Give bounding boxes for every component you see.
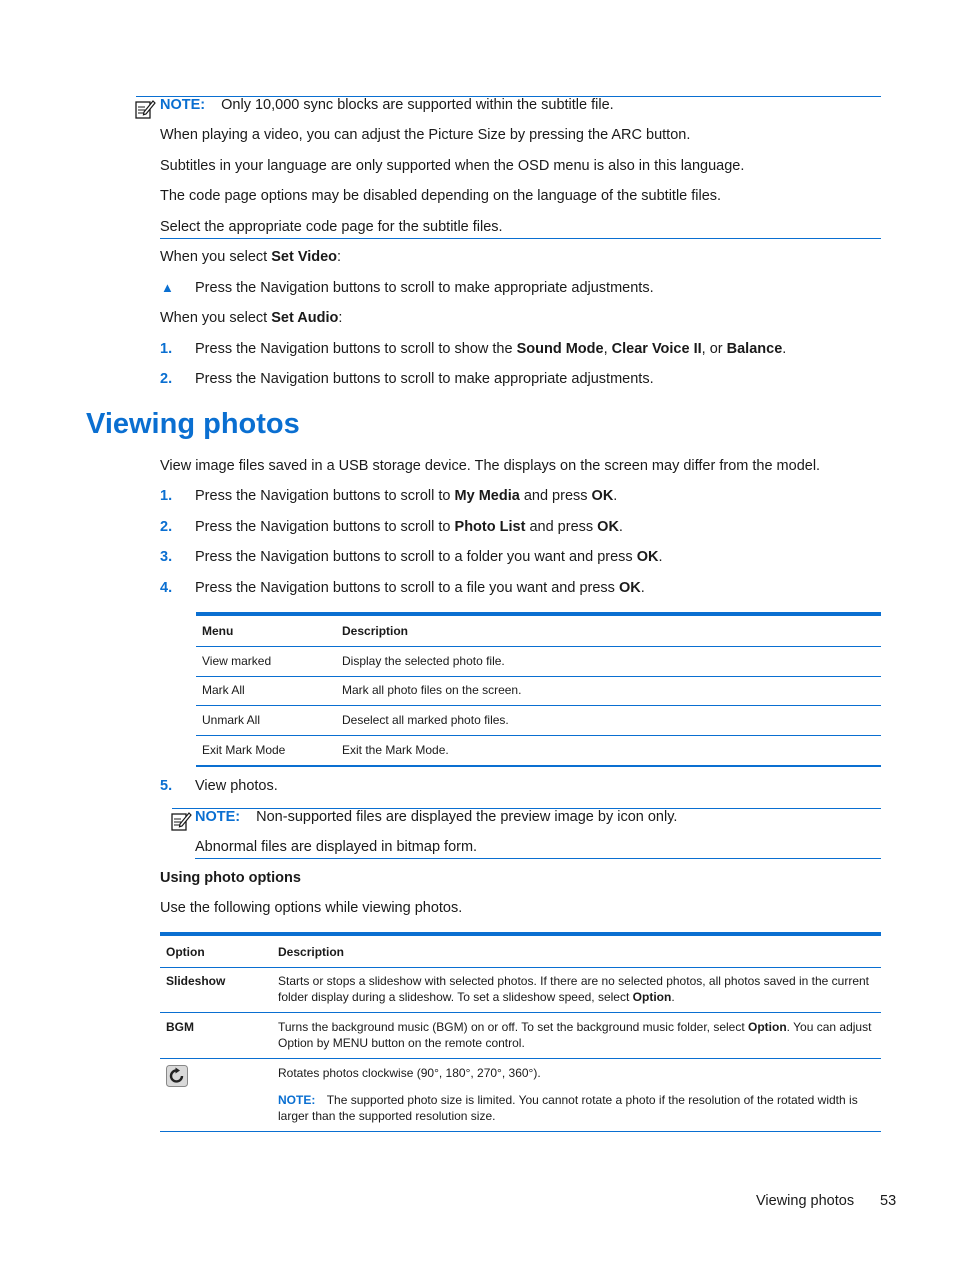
- bgm-desc-1-pre: Turns the background music (BGM) on or off. To set the background music folder, select: [278, 1020, 749, 1034]
- subheading: Using photo options: [160, 870, 301, 886]
- page-number: 53: [880, 1193, 897, 1209]
- menu-table-bottom-rule: [196, 765, 881, 767]
- slideshow-desc-2-end: .: [671, 990, 675, 1004]
- table-row-cell: Unmark All: [202, 713, 261, 727]
- sound-mode-term: Sound Mode: [516, 341, 604, 357]
- table-row-cell: Deselect all marked photo files.: [342, 713, 509, 727]
- rotate-note-label: NOTE:: [278, 1093, 316, 1107]
- set-video-suffix: :: [337, 249, 342, 265]
- slideshow-option-name: Slideshow: [166, 974, 226, 988]
- photo-step-2-mid: and press: [525, 519, 598, 535]
- set-video-line: [160, 249, 341, 265]
- audio-step-1-sep2: , or: [701, 341, 727, 357]
- bgm-desc-1-end: . You can adjust: [786, 1020, 872, 1034]
- note1-text-3: Subtitles in your language are only supported when the OSD menu is also in this language.: [160, 158, 745, 174]
- audio-step-1-end: .: [782, 341, 787, 357]
- photo-step-2-end: .: [618, 519, 623, 535]
- video-step-text: Press the Navigation buttons to scroll to make appropriate adjustments.: [195, 280, 654, 296]
- set-video-prefix: When you select: [160, 249, 272, 265]
- photo-step-5-number: 5.: [160, 778, 173, 794]
- audio-step-2-text: Press the Navigation buttons to scroll to make appropriate adjustments.: [195, 371, 654, 387]
- rotate-note-text-1: The supported photo size is limited. You cannot rotate a photo if the resolution of the rotated width is: [326, 1093, 858, 1107]
- photo-step-3-text: [195, 549, 662, 565]
- bgm-desc-2: Option by MENU button on the remote control.: [278, 1036, 525, 1050]
- table-row-cell: Mark all photo files on the screen.: [342, 683, 522, 697]
- note1-label: NOTE:: [160, 97, 206, 113]
- ok-term: OK: [597, 519, 619, 535]
- photo-step-1-text: [195, 488, 617, 504]
- my-media-term: My Media: [454, 488, 520, 504]
- intro-text: View image files saved in a USB storage device. The displays on the screen may differ from the model.: [160, 458, 821, 474]
- options-table-rule: [160, 1012, 881, 1013]
- page-heading: Viewing photos: [86, 408, 300, 440]
- options-table-top-rule: [160, 932, 881, 936]
- options-table-header-option: Option: [166, 945, 205, 959]
- photo-step-3-pre: Press the Navigation buttons to scroll to a folder you want and press: [195, 549, 637, 565]
- audio-step-1-number: 1.: [160, 341, 173, 357]
- note1-line-1: [160, 97, 614, 113]
- options-intro: Use the following options while viewing photos.: [160, 900, 463, 916]
- menu-table-rule: [196, 705, 881, 706]
- note2-line-1: [195, 809, 677, 825]
- slideshow-desc-2-pre: folder display during a slideshow. To set a slideshow speed, select: [278, 990, 633, 1004]
- ok-term: OK: [636, 549, 659, 565]
- photo-step-2-pre: Press the Navigation buttons to scroll to: [195, 519, 455, 535]
- option-term: Option: [748, 1020, 787, 1034]
- table-row-cell: Display the selected photo file.: [342, 654, 505, 668]
- rotate-desc: Rotates photos clockwise (90°, 180°, 270°, 360°).: [278, 1066, 541, 1080]
- photo-step-1-mid: and press: [519, 488, 592, 504]
- table-row-cell: View marked: [202, 654, 272, 668]
- menu-table-header-menu: Menu: [202, 624, 234, 638]
- options-table-header-description: Description: [278, 945, 345, 959]
- note1-text-5: Select the appropriate code page for the subtitle files.: [160, 219, 503, 235]
- note2-text-2: Abnormal files are displayed in bitmap form.: [195, 839, 478, 855]
- photo-step-2-number: 2.: [160, 519, 173, 535]
- photo-step-3-end: .: [658, 549, 663, 565]
- set-audio-line: [160, 310, 342, 326]
- note-pencil-icon: [134, 98, 156, 120]
- balance-term: Balance: [726, 341, 783, 357]
- photo-step-4-end: .: [640, 580, 645, 596]
- photo-step-3-number: 3.: [160, 549, 173, 565]
- audio-step-1-text: [195, 341, 786, 357]
- table-row-cell: Mark All: [202, 683, 245, 697]
- table-row-cell: Exit the Mark Mode.: [342, 743, 449, 757]
- note-pencil-icon: [170, 810, 192, 832]
- rotate-clockwise-icon: [166, 1065, 188, 1087]
- note1-text-1: Only 10,000 sync blocks are supported within the subtitle file.: [221, 97, 614, 113]
- menu-table-rule: [196, 646, 881, 647]
- set-audio-suffix: :: [338, 310, 343, 326]
- menu-table-rule: [196, 676, 881, 677]
- audio-step-1-pre: Press the Navigation buttons to scroll to show the: [195, 341, 517, 357]
- set-audio-prefix: When you select: [160, 310, 272, 326]
- menu-table-header-description: Description: [342, 624, 409, 638]
- triangle-bullet-icon: ▲: [161, 280, 174, 295]
- menu-table-top-rule: [196, 612, 881, 616]
- photo-step-4-text: [195, 580, 645, 596]
- bgm-desc-1: [278, 1020, 871, 1034]
- note2-bottom-rule: [195, 858, 881, 859]
- footer-title: Viewing photos: [756, 1193, 855, 1209]
- rotate-note-2: larger than the supported resolution size.: [278, 1109, 496, 1123]
- note1-text-2: When playing a video, you can adjust the Picture Size by pressing the ARC button.: [160, 127, 691, 143]
- rotate-note-1: [278, 1093, 858, 1107]
- ok-term: OK: [591, 488, 614, 504]
- options-table-rule: [160, 967, 881, 968]
- bgm-option-name: BGM: [166, 1020, 194, 1034]
- photo-step-4-pre: Press the Navigation buttons to scroll to a file you want and press: [195, 580, 619, 596]
- table-row-cell: Exit Mark Mode: [202, 743, 286, 757]
- set-video-bold: Set Video: [271, 249, 338, 265]
- menu-table-rule: [196, 735, 881, 736]
- photo-step-1-number: 1.: [160, 488, 173, 504]
- clear-voice-term: Clear Voice II: [611, 341, 702, 357]
- photo-step-2-text: [195, 519, 623, 535]
- set-audio-bold: Set Audio: [271, 310, 339, 326]
- photo-step-5-text: View photos.: [195, 778, 278, 794]
- photo-list-term: Photo List: [454, 519, 526, 535]
- audio-step-1-sep1: ,: [603, 341, 612, 357]
- slideshow-desc-1: Starts or stops a slideshow with selected photos. If there are no selected photos, all photos saved in the current: [278, 974, 869, 988]
- options-table-bottom-rule: [160, 1131, 881, 1132]
- photo-step-1-pre: Press the Navigation buttons to scroll to: [195, 488, 455, 504]
- option-term: Option: [632, 990, 672, 1004]
- photo-step-4-number: 4.: [160, 580, 173, 596]
- note2-label: NOTE:: [195, 809, 241, 825]
- note1-bottom-rule: [160, 238, 881, 239]
- note2-text-1: Non-supported files are displayed the preview image by icon only.: [256, 809, 678, 825]
- note1-text-4: The code page options may be disabled depending on the language of the subtitle files.: [160, 188, 722, 204]
- ok-term: OK: [618, 580, 641, 596]
- options-table-rule: [160, 1058, 881, 1059]
- photo-step-1-end: .: [613, 488, 618, 504]
- audio-step-2-number: 2.: [160, 371, 173, 387]
- slideshow-desc-2: [278, 990, 675, 1004]
